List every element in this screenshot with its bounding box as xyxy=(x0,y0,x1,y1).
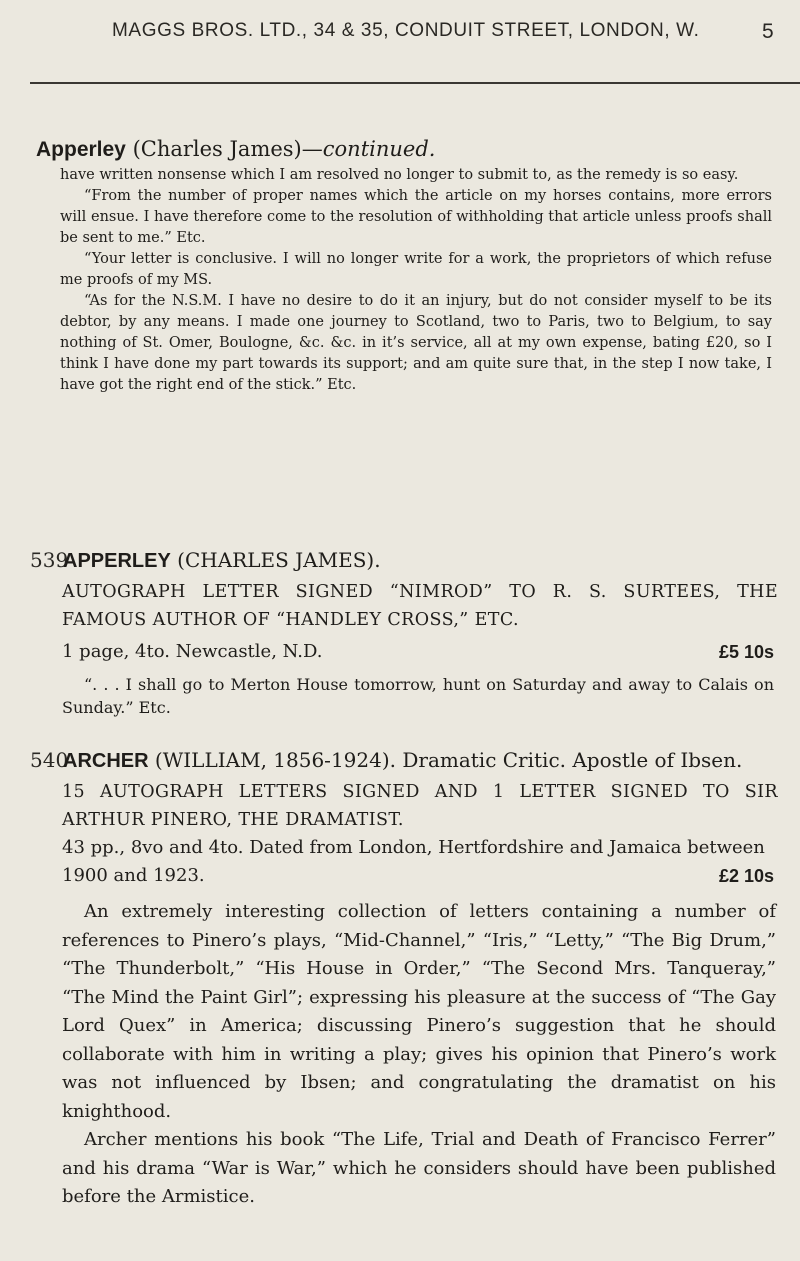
lot-name-rest: (CHARLES JAMES). xyxy=(177,548,381,572)
header-rule xyxy=(30,82,800,84)
price: £2 10s xyxy=(718,866,774,886)
lot-name: ARCHER xyxy=(63,750,149,772)
lot-description xyxy=(62,638,774,666)
page-number: 5 xyxy=(762,20,774,43)
page-header xyxy=(0,0,800,84)
paragraph: “Your letter is conclusive. I will no longer write for a work, the proprietors of which refuse me proofs of my MS. xyxy=(60,251,772,288)
lot-description xyxy=(62,834,774,890)
lot-title xyxy=(63,748,775,773)
publisher-address: MAGGS BROS. LTD., 34 & 35, CONDUIT STREET, LONDON, W. xyxy=(112,20,700,41)
continued-entry-body xyxy=(60,165,772,396)
paragraph: “From the number of proper names which the article on my horses contains, more errors will ensue. I have therefore come to the resolution of withholding that article unless proofs shall be sent to me.” Etc. xyxy=(60,188,772,246)
paragraph: “. . . I shall go to Merton House tomorrow, hunt on Saturday and away to Calais on Sunday.” Etc. xyxy=(62,675,774,717)
lot-number: 539 xyxy=(30,548,69,572)
paragraph: An extremely interesting collection of letters containing a number of references to Pinero’s plays, “Mid-Channel,” “Iris,” “Letty,” “The Big Drum,” “The Thunderbolt,” “His House in Order,” “The Second Mrs. Tanqueray,” “The Mind the Paint Girl”; expressing his pleasure at the success of “The Gay Lord Quex” in America; discussing Pinero’s suggestion that he should collaborate with him in writing a play; gives his opinion that Pinero’s work was not influenced by Ibsen; and congratulating the dramatist on his knighthood. xyxy=(62,901,776,1122)
lot-body xyxy=(62,673,774,719)
lot-name-rest: (WILLIAM, 1856-1924). Dramatic Critic. Apostle of Ibsen. xyxy=(154,748,743,772)
entry-name: Apperley xyxy=(36,138,126,161)
lot-item-title: AUTOGRAPH LETTER SIGNED “NIMROD” TO R. S. SURTEES, THE FAMOUS AUTHOR OF “HANDLEY CROSS,” ETC. xyxy=(62,582,778,630)
lot-title xyxy=(63,548,775,573)
description-text: 43 pp., 8vo and 4to. Dated from London, Hertfordshire and Jamaica between 1900 and 1923. xyxy=(62,837,765,886)
paragraph: “As for the N.S.M. I have no desire to do it an injury, but do not consider myself to be its debtor, by any means. I made one journey to Scotland, two to Paris, two to Belgium, to say nothing of St. Omer, Boulogne, &c. &c. in it’s service, all at my own expense, bating £20, so I think I have done my part towards its support; and am quite sure that, in the step I now take, I have got the right end of the stick.” Etc. xyxy=(60,293,772,393)
price: £5 10s xyxy=(718,642,774,662)
lot-body xyxy=(62,898,776,1212)
description-text: 1 page, 4to. Newcastle, N.D. xyxy=(62,641,323,662)
paragraph: have written nonsense which I am resolved no longer to submit to, as the remedy is so easy. xyxy=(60,167,739,183)
continued-label: continued. xyxy=(322,137,436,161)
lot-number: 540 xyxy=(30,748,69,772)
entry-name-rest: (Charles James)— xyxy=(132,137,323,161)
paragraph: Archer mentions his book “The Life, Trial and Death of Francisco Ferrer” and his drama “War is War,” which he considers should have been published before the Armistice. xyxy=(62,1129,776,1207)
continued-entry-heading xyxy=(36,137,776,162)
lot-item-title: 15 AUTOGRAPH LETTERS SIGNED AND 1 LETTER SIGNED TO SIR ARTHUR PINERO, THE DRAMATIST. xyxy=(62,782,778,830)
lot-name: APPERLEY xyxy=(63,550,171,572)
